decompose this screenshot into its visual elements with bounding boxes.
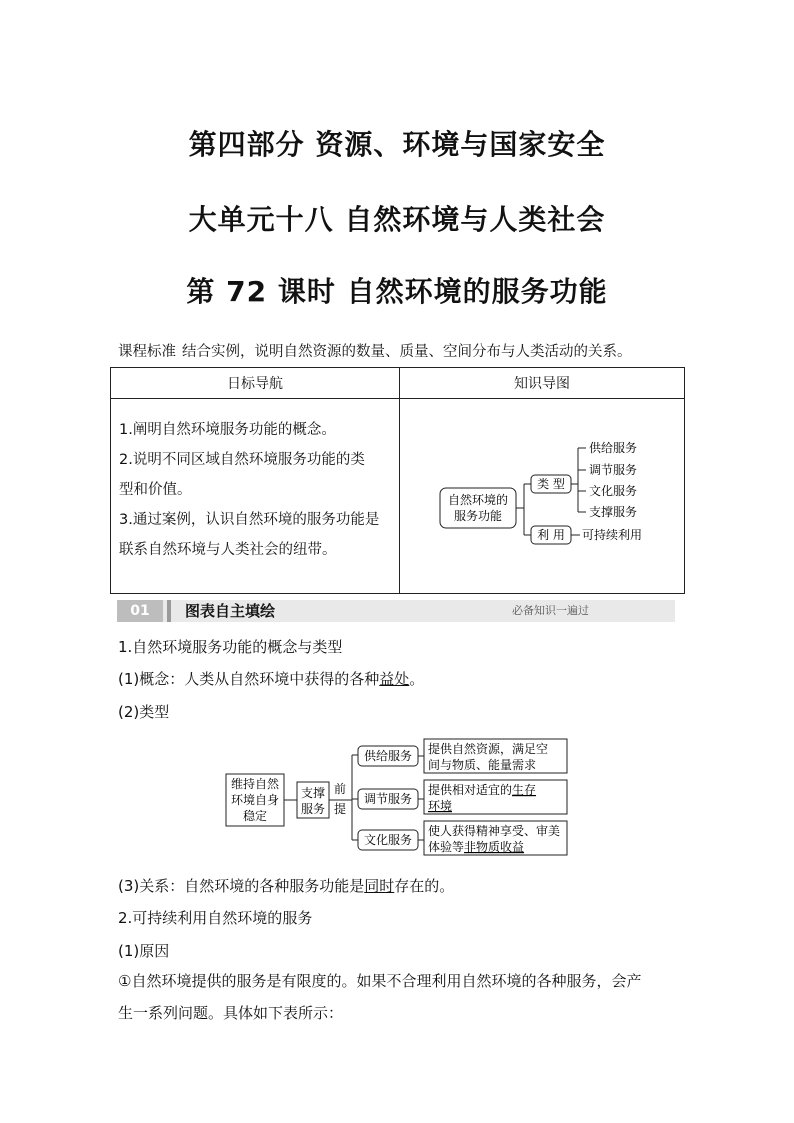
diagram-premise-char: 前 bbox=[333, 782, 347, 796]
diagram-support-line: 支撑 bbox=[300, 786, 326, 800]
relation-fill: 同时 bbox=[364, 877, 395, 895]
concept-text: (1)概念：人类从自然环境中获得的各种 bbox=[118, 670, 380, 688]
diagram-premise-char: 提 bbox=[333, 802, 347, 816]
paragraph-line: ①自然环境提供的服务是有限度的。如果不合理利用自然环境的各种服务，会产 bbox=[118, 972, 642, 990]
reason-label: (1)原因 bbox=[118, 942, 170, 960]
diagram-left-line: 维持自然 bbox=[230, 777, 280, 791]
standard-label: 课程标准 bbox=[118, 344, 176, 360]
relation-line bbox=[118, 875, 454, 896]
relation-suffix: 存在的。 bbox=[394, 877, 455, 895]
diagram-desc-line: 间与物质、能量需求 bbox=[428, 758, 537, 772]
types-label: (2)类型 bbox=[118, 703, 170, 721]
mindmap-use-label: 利 用 bbox=[537, 528, 565, 542]
mindmap-root-line1: 自然环境的 bbox=[447, 493, 509, 507]
mindmap-root-line2: 服务功能 bbox=[453, 509, 503, 523]
goal-item: 1.阐明自然环境服务功能的概念。 bbox=[119, 422, 336, 438]
diagram-desc-line: 提供自然资源，满足空 bbox=[428, 742, 549, 756]
mindmap-use-item: 可持续利用 bbox=[582, 528, 643, 542]
diagram-service-box: 文化服务 bbox=[363, 833, 413, 847]
part-title: 第四部分 资源、环境与国家安全 bbox=[188, 128, 606, 161]
mindmap-type-item: 支撑服务 bbox=[589, 505, 638, 519]
diagram-left-line: 环境自身 bbox=[230, 793, 280, 807]
mindmap-type-item: 文化服务 bbox=[589, 484, 638, 498]
mindmap-cell bbox=[400, 399, 685, 594]
knowledge-mindmap bbox=[400, 399, 684, 589]
section-banner bbox=[117, 600, 675, 622]
diagram-left-line: 稳定 bbox=[242, 809, 268, 823]
heading-concept-types: 1.自然环境服务功能的概念与类型 bbox=[118, 638, 343, 656]
diagram-desc-line: 使人获得精神享受、审美 bbox=[428, 824, 561, 838]
concept-fill: 益处 bbox=[379, 670, 410, 688]
diagram-service-box: 调节服务 bbox=[363, 792, 413, 806]
diagram-desc-line: 体验等非物质收益 bbox=[428, 840, 525, 854]
curriculum-standard bbox=[118, 340, 632, 361]
section-subtitle: 必备知识一遍过 bbox=[512, 604, 589, 617]
concept-line bbox=[118, 668, 424, 689]
service-types-diagram bbox=[220, 735, 570, 860]
section-number: 01 bbox=[117, 600, 163, 622]
diagram-desc-line: 提供相对适宜的生存 bbox=[428, 783, 537, 797]
goal-item: 型和价值。 bbox=[119, 482, 192, 498]
diagram-service-box: 供给服务 bbox=[363, 749, 413, 763]
mindmap-header: 知识导图 bbox=[400, 368, 685, 399]
heading-sustainable-use: 2.可持续利用自然环境的服务 bbox=[118, 909, 313, 927]
goal-header: 日标导航 bbox=[111, 368, 400, 399]
paragraph-line: 生一系列问题。具体如下表所示： bbox=[118, 1004, 344, 1022]
goal-item: 3.通过案例，认识自然环境的服务功能是 bbox=[119, 512, 380, 528]
diagram-desc-fill: 环境 bbox=[428, 799, 453, 813]
diagram-support-line: 服务 bbox=[300, 802, 326, 816]
section-name: 图表自主填绘 bbox=[185, 602, 276, 620]
mindmap-type-label: 类 型 bbox=[537, 477, 565, 491]
standard-text: 结合实例，说明自然资源的数量、质量、空间分布与人类活动的关系。 bbox=[182, 344, 632, 360]
mindmap-type-item: 供给服务 bbox=[589, 441, 638, 455]
lesson-title: 第 72 课时 自然环境的服务功能 bbox=[186, 275, 608, 308]
goal-item: 联系自然环境与人类社会的纽带。 bbox=[119, 542, 337, 558]
relation-text: (3)关系：自然环境的各种服务功能是 bbox=[118, 877, 365, 895]
goal-list bbox=[111, 399, 400, 594]
goal-item: 2.说明不同区域自然环境服务功能的类 bbox=[119, 452, 365, 468]
mindmap-type-item: 调节服务 bbox=[589, 463, 638, 477]
section-divider bbox=[167, 600, 171, 622]
concept-suffix: 。 bbox=[409, 670, 425, 688]
unit-title: 大单元十八 自然环境与人类社会 bbox=[188, 203, 606, 236]
goal-table bbox=[110, 367, 685, 594]
